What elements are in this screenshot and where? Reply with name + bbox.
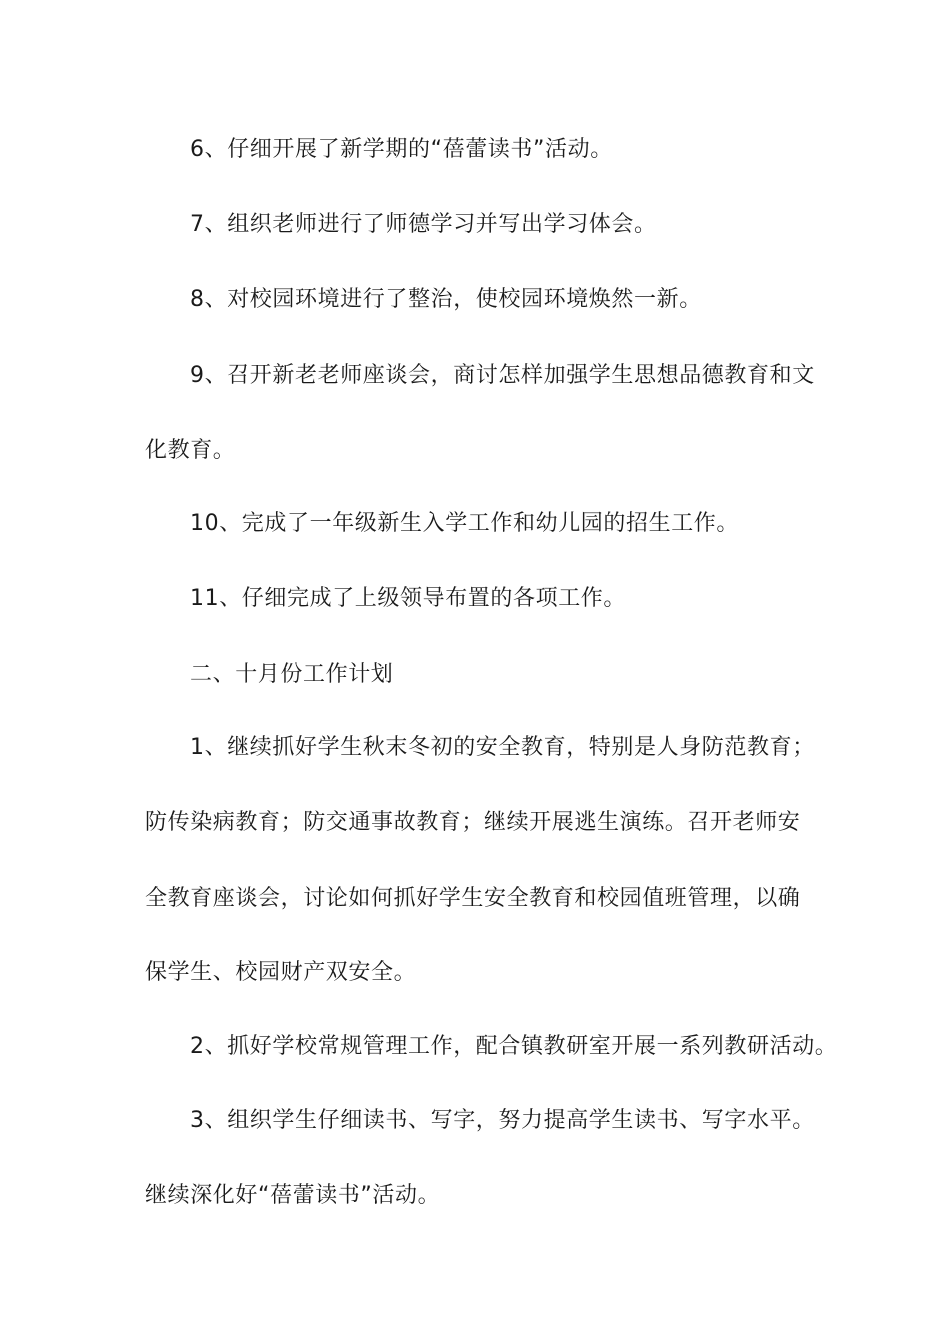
item-10-line: 10、完成了一年级新生入学工作和幼儿园的招生工作。 bbox=[190, 511, 739, 536]
item-9-line-2: 化教育。 bbox=[145, 438, 236, 463]
item-7-line: 7、组织老师进行了师德学习并写出学习体会。 bbox=[190, 212, 657, 237]
plan-2-line: 2、抓好学校常规管理工作，配合镇教研室开展一系列教研活动。 bbox=[190, 1034, 838, 1059]
plan-3-line-2: 继续深化好“蓓蕾读书”活动。 bbox=[145, 1183, 441, 1208]
item-8-line: 8、对校园环境进行了整治，使校园环境焕然一新。 bbox=[190, 287, 702, 312]
item-11-line: 11、仔细完成了上级领导布置的各项工作。 bbox=[190, 586, 626, 611]
item-6-line: 6、仔细开展了新学期的“蓓蕾读书”活动。 bbox=[190, 137, 613, 162]
plan-1-line-2: 防传染病教育；防交通事故教育；继续开展逃生演练。召开老师安 bbox=[145, 810, 801, 835]
item-9-line-1: 9、召开新老老师座谈会，商讨怎样加强学生思想品德教育和文 bbox=[190, 363, 815, 388]
plan-1-line-4: 保学生、校园财产双安全。 bbox=[145, 960, 417, 985]
section-heading: 二、十月份工作计划 bbox=[190, 662, 394, 687]
plan-1-line-3: 全教育座谈会，讨论如何抓好学生安全教育和校园值班管理，以确 bbox=[145, 886, 801, 911]
plan-1-line-1: 1、继续抓好学生秋末冬初的安全教育，特别是人身防范教育； bbox=[190, 735, 815, 760]
plan-3-line-1: 3、组织学生仔细读书、写字，努力提高学生读书、写字水平。 bbox=[190, 1108, 815, 1133]
